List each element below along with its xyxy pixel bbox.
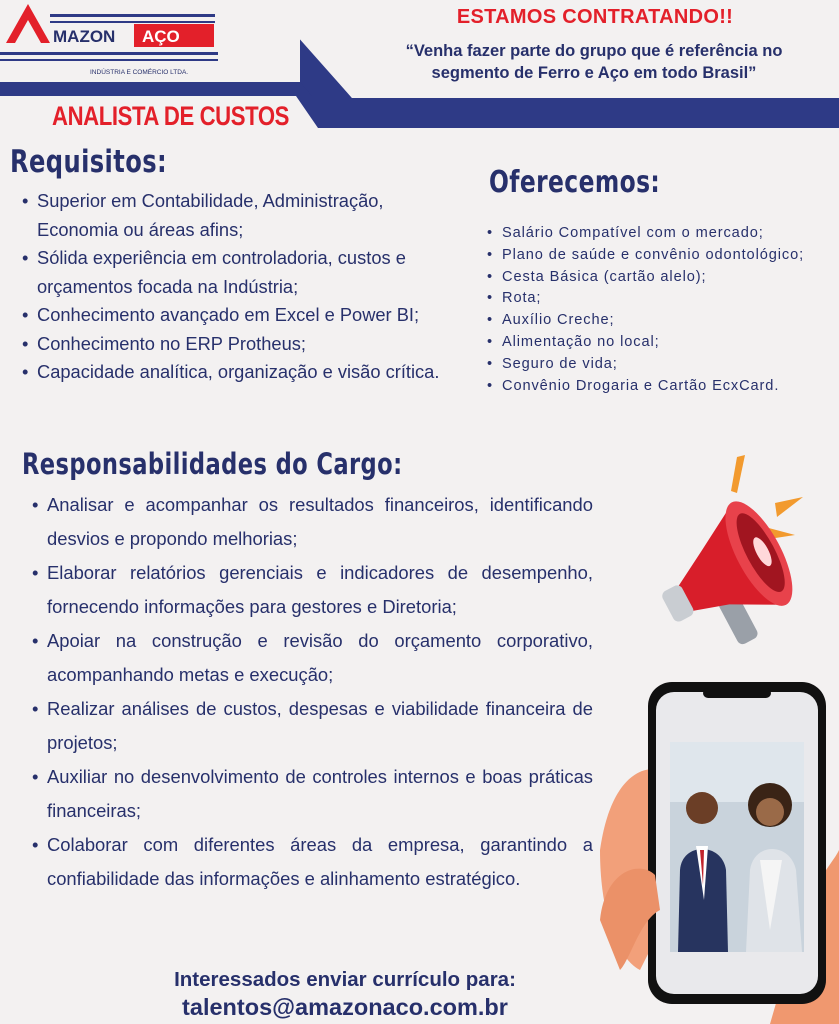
list-item: • Plano de saúde e convênio odontológico; [502,245,837,267]
requirements-list [37,187,457,387]
list-item: • Elaborar relatórios gerenciais e indicadores de desempenho, fornecendo informações para gestores e Diretoria; [47,556,593,624]
list-item: • Cesta Básica (cartão alelo); [502,267,837,289]
list-item: • Capacidade analítica, organização e visão crítica. [37,358,457,387]
list-item: • Analisar e acompanhar os resultados financeiros, identificando desvios e propondo melhorias; [47,488,593,556]
offers-list [502,223,837,397]
logo-name-right: AÇO [142,27,180,46]
responsibilities-list [47,488,593,896]
list-item: • Conhecimento no ERP Protheus; [37,330,457,359]
slogan-line-2: segmento de Ferro e Aço em todo Brasil” [431,64,757,82]
list-item: • Auxiliar no desenvolvimento de controles internos e boas práticas financeiras; [47,760,593,828]
list-item: • Alimentação no local; [502,332,837,354]
list-item: • Conhecimento avançado em Excel e Power BI; [37,301,457,330]
hiring-title: ESTAMOS CONTRATANDO!! [456,6,734,28]
list-item: • Salário Compatível com o mercado; [502,223,837,245]
list-item: • Auxílio Creche; [502,310,837,332]
megaphone-icon [645,455,810,660]
logo-name-left: MAZON [53,27,116,46]
cta-label: Interessados enviar currículo para: [174,968,516,991]
company-logo [0,0,300,82]
hiring-slogan [355,40,833,84]
list-item: • Convênio Drogaria e Cartão EcxCard. [502,376,837,398]
list-item: • Realizar análises de custos, despesas e viabilidade financeira de projetos; [47,692,593,760]
responsibilities-heading: Responsabilidades do Cargo: [22,447,403,481]
list-item: • Seguro de vida; [502,354,837,376]
slogan-line-1: “Venha fazer parte do grupo que é referência no [405,42,783,60]
list-item: • Sólida experiência em controladoria, custos e orçamentos focada na Indústria; [37,244,457,301]
list-item: • Rota; [502,288,837,310]
offers-heading: Oferecemos: [489,165,661,200]
list-item: • Superior em Contabilidade, Administração, Economia ou áreas afins; [37,187,457,244]
requirements-heading: Requisitos: [10,144,168,180]
contact-email-link[interactable]: talentos@amazonaco.com.br [182,994,508,1020]
list-item: • Apoiar na construção e revisão do orçamento corporativo, acompanhando metas e execução; [47,624,593,692]
job-title: ANALISTA DE CUSTOS [52,101,289,131]
list-item: • Colaborar com diferentes áreas da empresa, garantindo a confiabilidade das informações e alinhamento estratégico. [47,828,593,896]
logo-tagline: INDÚSTRIA E COMÉRCIO LTDA. [90,69,189,76]
